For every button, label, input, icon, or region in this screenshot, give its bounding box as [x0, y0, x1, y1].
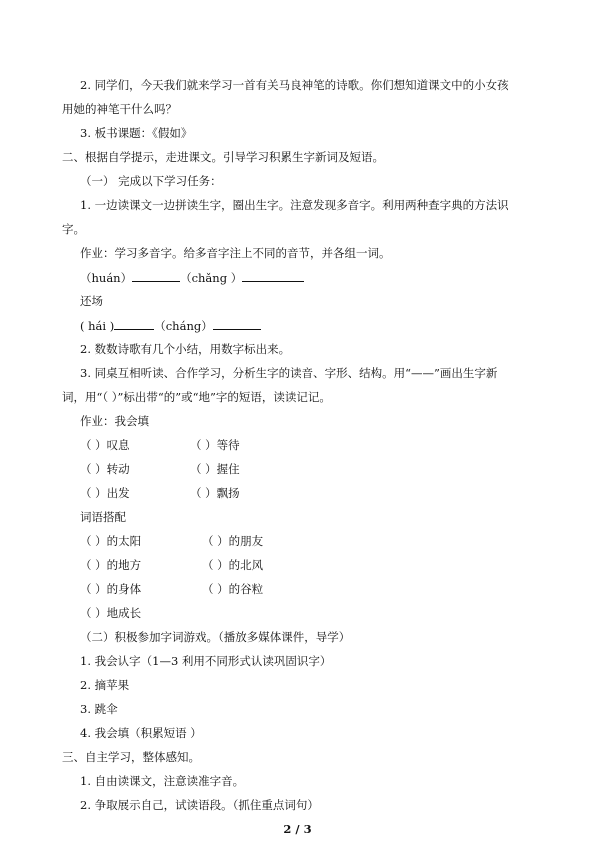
paragraph-intro-line2: 用她的神笔干什么吗？	[62, 102, 177, 116]
fill-item: （ ）出发	[80, 486, 130, 500]
game-item: 3. 跳伞	[80, 702, 118, 716]
match-item: （ ）的地方	[80, 558, 142, 572]
answer-blank	[242, 270, 304, 282]
fill-item: （ ）叹息	[80, 438, 130, 452]
pinyin-hai: ( hái )	[80, 319, 115, 333]
pinyin-chang3: （chǎng ）	[180, 271, 243, 285]
fill-item: （ ）飘扬	[190, 486, 240, 500]
game-item: 4. 我会填（积累短语 ）	[80, 726, 202, 740]
word-matching-title: 词语搭配	[80, 510, 126, 524]
section-two-heading: 二、根据自学提示，走进课文。引导学习积累生字新词及短语。	[62, 150, 384, 164]
paragraph-title-note: 3. 板书课题：《假如》	[80, 126, 193, 140]
task-one-line2: 字。	[62, 222, 85, 236]
answer-blank	[213, 318, 261, 330]
task-three-line2: 词，用“（ ）”标出带“的”或“地”字的短语，读读记记。	[62, 390, 331, 404]
task-three-line1: 3. 同桌互相听读、合作学习，分析生字的读音、字形、结构。用“——”画出生字新	[80, 366, 498, 380]
task-one-line1: 1. 一边读课文一边拼读生字，圈出生字。注意发现多音字。利用两种查字典的方法识	[80, 198, 509, 212]
study-item: 2. 争取展示自己，试读语段。（抓住重点词句）	[80, 798, 319, 812]
study-item: 1. 自由读课文，注意读准字音。	[80, 774, 245, 788]
pinyin-row-one	[80, 270, 304, 285]
homework-polyphone: 作业：学习多音字。给多音字注上不同的音节，并各组一词。	[80, 246, 391, 260]
answer-blank	[132, 270, 180, 282]
subsection-one-heading: （一） 完成以下学习任务：	[80, 174, 222, 188]
word-pair: 还场	[80, 294, 103, 308]
page-number: 2 / 3	[283, 822, 312, 836]
match-item: （ ）的身体	[80, 582, 142, 596]
fill-item: （ ）握住	[190, 462, 240, 476]
pinyin-row-two	[80, 318, 261, 333]
match-item: （ ）的北风	[202, 558, 264, 572]
pinyin-huan: （huán）	[80, 271, 133, 285]
answer-blank	[114, 318, 154, 330]
game-item: 1. 我会认字（1—3 利用不同形式认读巩固识字）	[80, 654, 332, 668]
paragraph-intro-line1: 2. 同学们，今天我们就来学习一首有关马良神笔的诗歌。你们想知道课文中的小女孩	[80, 78, 509, 92]
section-three-heading: 三、自主学习，整体感知。	[62, 750, 200, 764]
homework-fill-title: 作业：我会填	[80, 414, 149, 428]
pinyin-chang2: （cháng）	[154, 319, 213, 333]
subsection-two-heading: （二）积极参加字词游戏。（播放多媒体课件，导学）	[80, 630, 351, 644]
game-item: 2. 摘苹果	[80, 678, 130, 692]
match-item: （ ）的太阳	[80, 534, 142, 548]
fill-item: （ ）转动	[80, 462, 130, 476]
fill-item: （ ）等待	[190, 438, 240, 452]
match-item: （ ）地成长	[80, 606, 142, 620]
match-item: （ ）的谷粒	[202, 582, 264, 596]
task-two: 2. 数数诗歌有几个小结，用数字标出来。	[80, 342, 291, 356]
match-item: （ ）的朋友	[202, 534, 264, 548]
